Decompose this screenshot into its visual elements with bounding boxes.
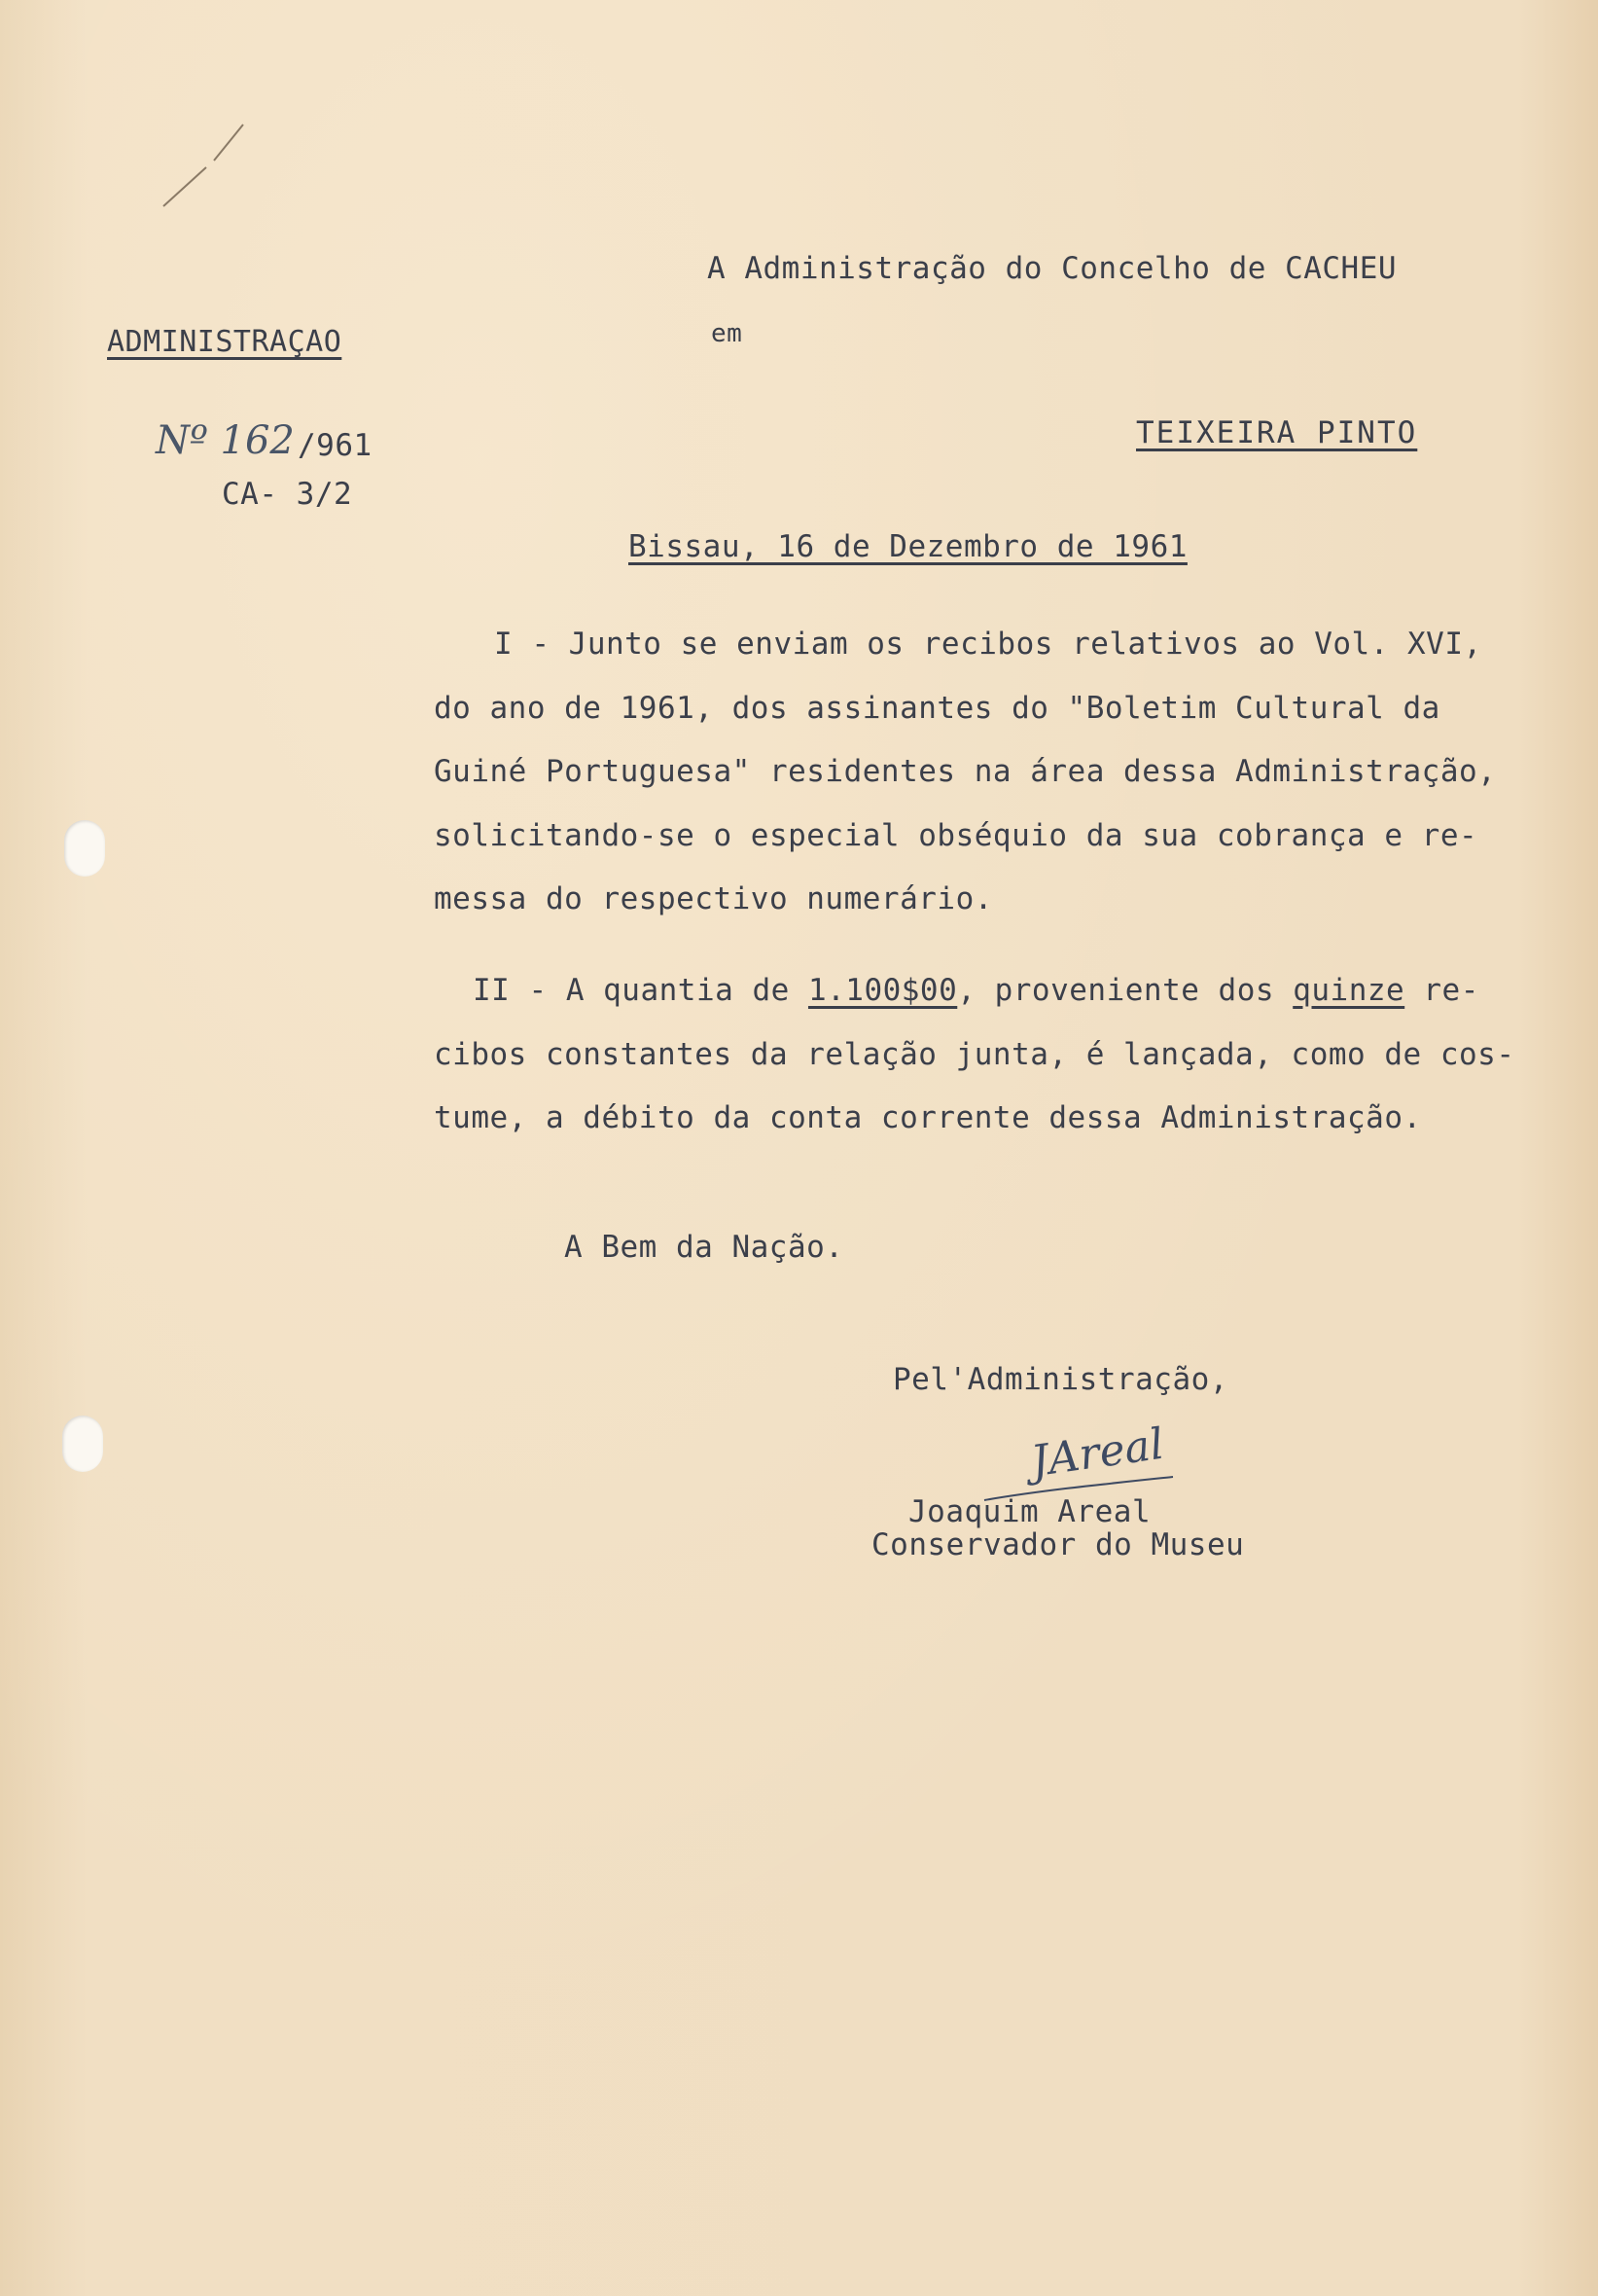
signature-on-behalf: Pel'Administração,	[893, 1362, 1228, 1397]
paragraph-2-line-3: tume, a débito da conta corrente dessa Administração.	[434, 1100, 1422, 1135]
reference-number-year: /961	[298, 428, 373, 463]
paragraph-1-line: solicitando-se o especial obséquio da sua cobrança e re-	[434, 817, 1478, 853]
paragraph-1-line: I - Junto se enviam os recibos relativos ao Vol. XVI,	[494, 627, 1482, 662]
paragraph-1	[434, 613, 1496, 932]
paragraph-2-suffix: re-	[1404, 973, 1479, 1008]
signatory-title: Conservador do Museu	[871, 1527, 1245, 1562]
paragraph-1-line: messa do respectivo numerário.	[434, 881, 993, 916]
punch-hole-top	[64, 820, 105, 877]
reference-number-handwritten: Nº 162	[156, 418, 295, 463]
date-line: Bissau, 16 de Dezembro de 1961	[628, 529, 1188, 564]
closing-salutation: A Bem da Nação.	[564, 1230, 844, 1265]
paragraph-2-prefix: II - A quantia de	[473, 973, 808, 1008]
addressee-line: A Administração do Concelho de CACHEU	[707, 251, 1398, 286]
amount-value: 1.100$00	[807, 973, 958, 1008]
punch-hole-bottom	[62, 1416, 103, 1472]
paragraph-2-mid: , proveniente dos	[957, 973, 1294, 1008]
signatory-name: Joaquim Areal	[908, 1494, 1152, 1529]
receipt-count: quinze	[1293, 973, 1405, 1008]
paragraph-2	[434, 959, 1515, 1151]
pencil-mark	[146, 107, 263, 214]
paragraph-2-line-1	[473, 959, 1515, 1023]
addressee-place: TEIXEIRA PINTO	[1136, 415, 1418, 450]
paragraph-2-line-2: cibos constantes da relação junta, é lançada, como de cos-	[434, 1036, 1515, 1072]
paragraph-1-line: do ano de 1961, dos assinantes do "Boletim Cultural da	[434, 690, 1440, 726]
department-label: ADMINISTRAÇAO	[107, 325, 342, 359]
addressee-em: em	[711, 319, 743, 348]
reference-code: CA- 3/2	[222, 477, 353, 512]
paragraph-1-line: Guiné Portuguesa" residentes na área dessa Administração,	[434, 754, 1497, 789]
signature: JAreal	[1028, 1418, 1167, 1488]
